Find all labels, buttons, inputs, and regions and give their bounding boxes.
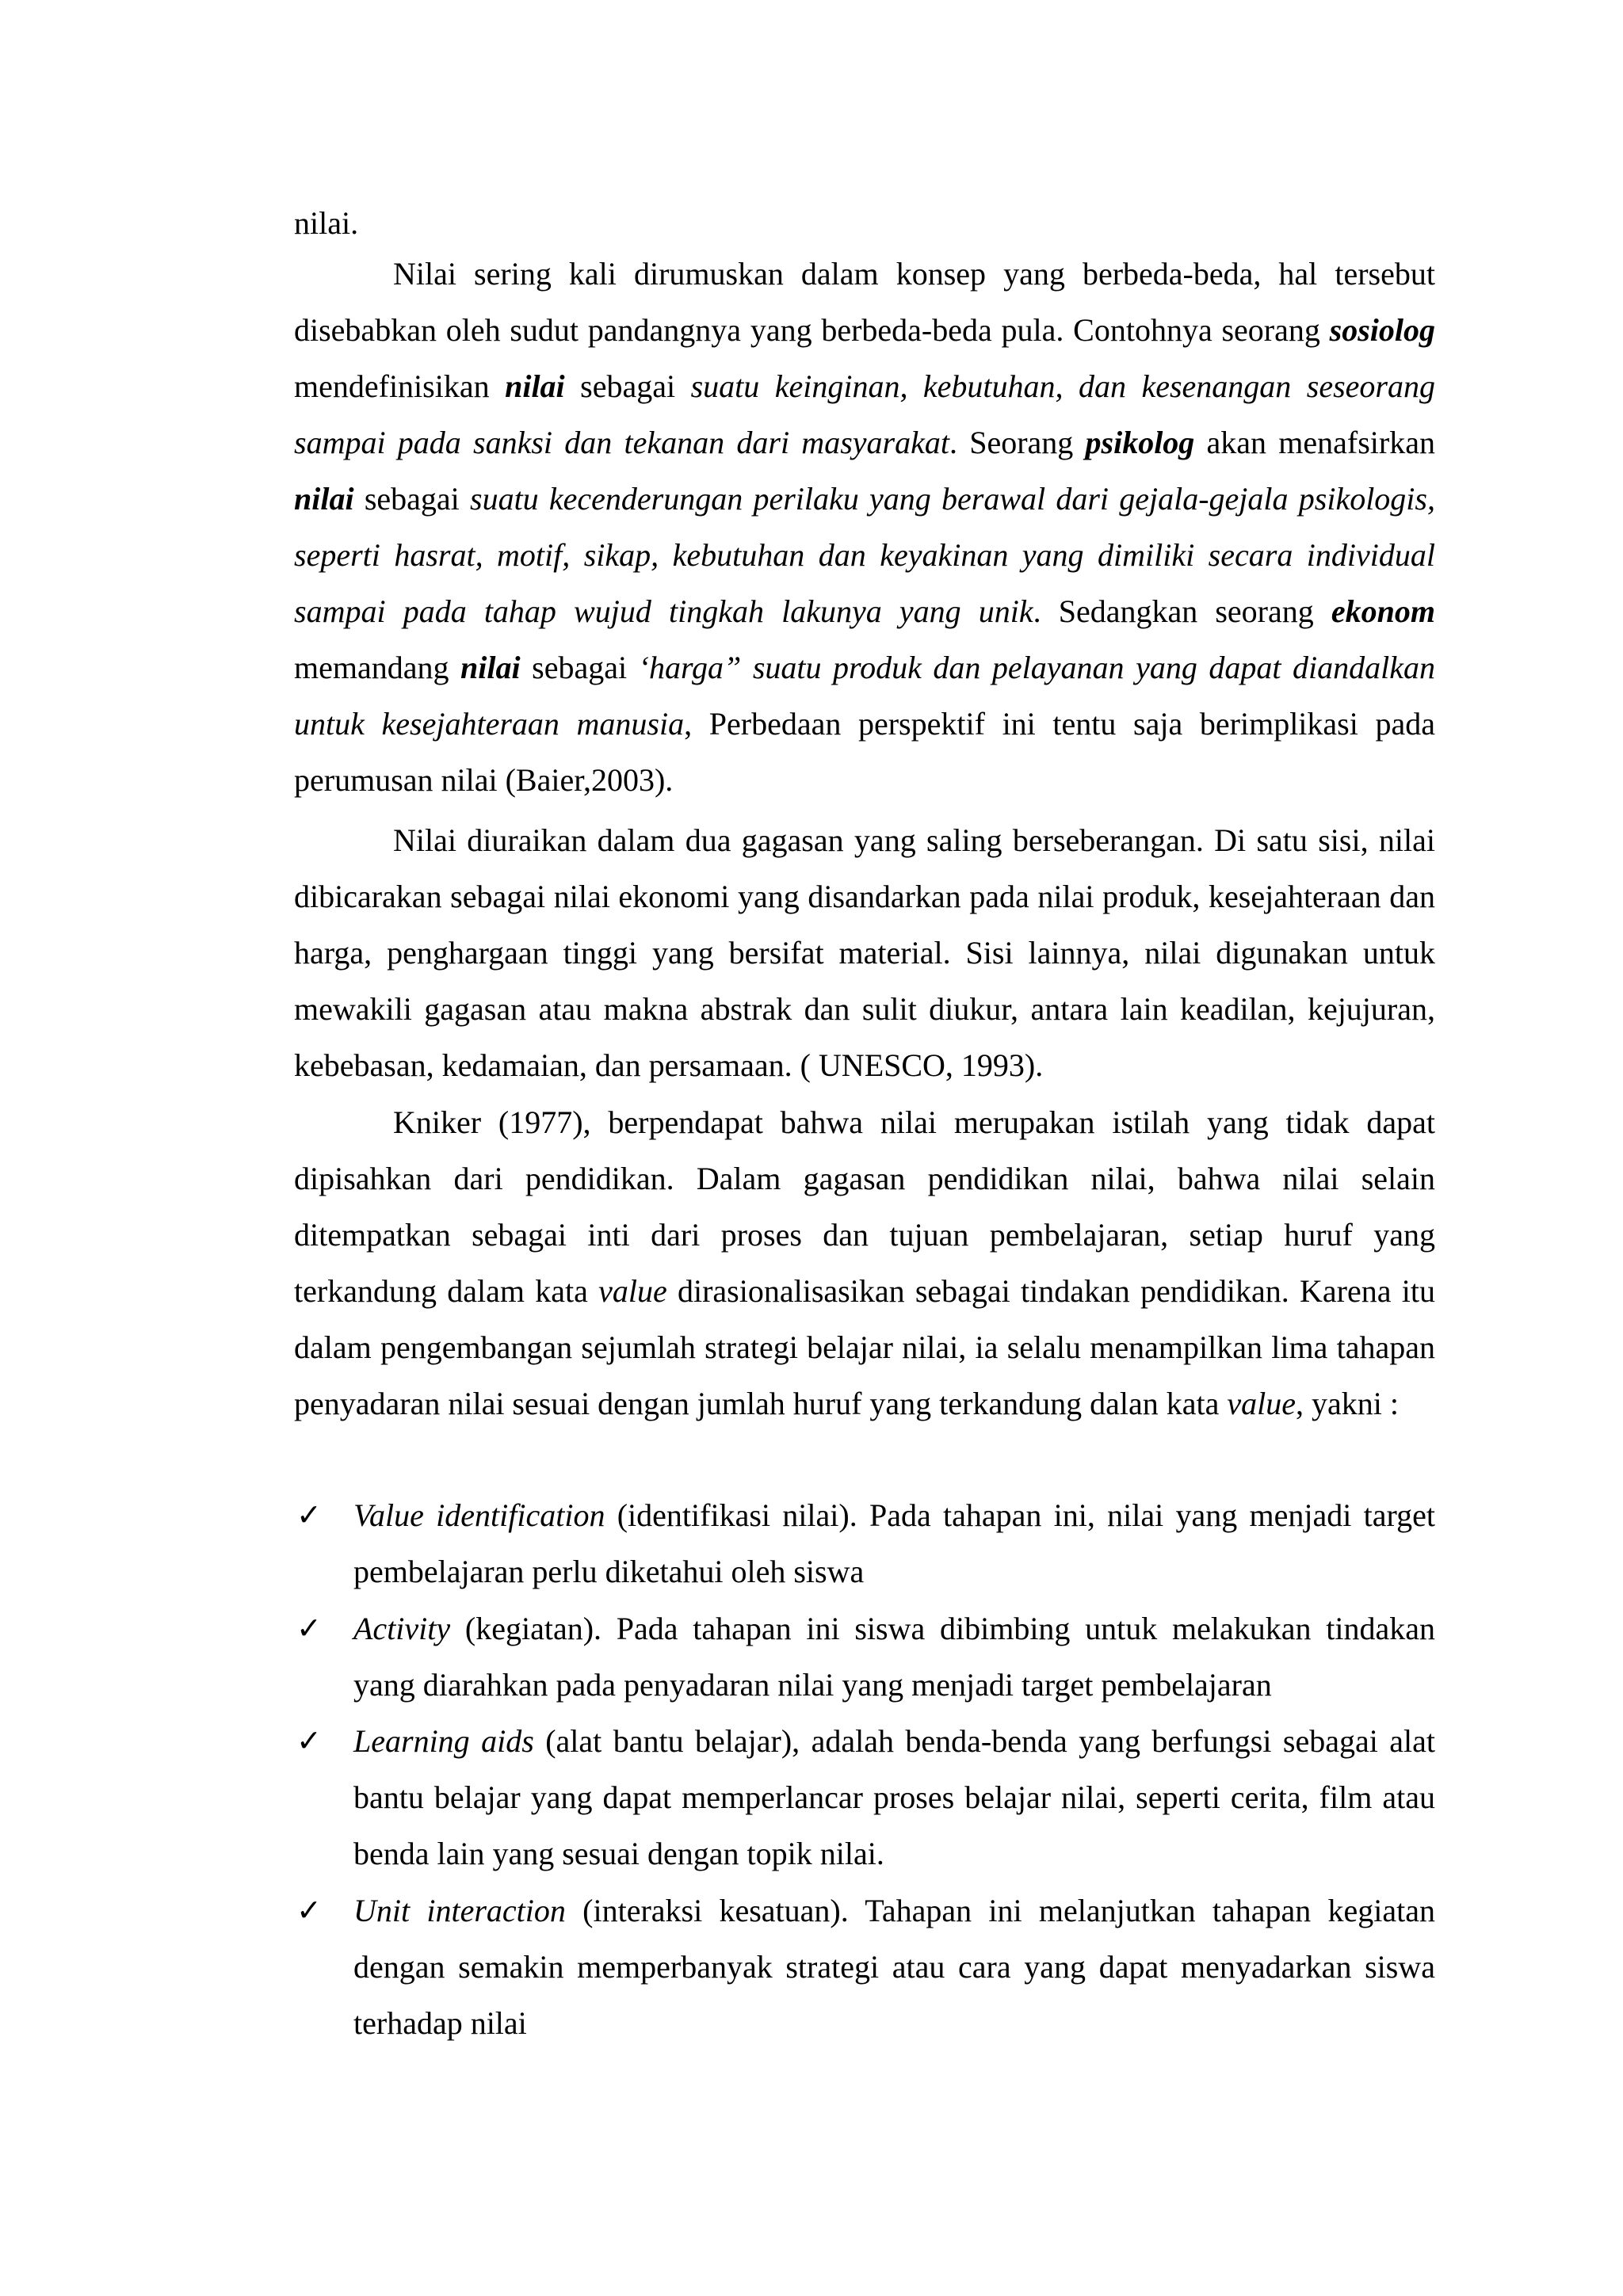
item-term: Learning aids [353,1723,534,1759]
paragraph-two-ideas [294,812,1435,1093]
paragraph-continuation [294,195,1435,251]
item-text: (alat bantu belajar), adalah benda-benda yang berfungsi sebagai alat bantu belajar yang dapat memperlancar proses belajar nilai, seperti cerita, film atau benda lain yang sesuai dengan topik nilai. [353,1723,1435,1871]
checkmark-icon: ✓ [296,1497,322,1532]
text-run: dirasionalisasikan sebagai tindakan pendidikan. Karena itu dalam pengembangan sejumlah strategi belajar nilai, ia selalu menampilkan lima tahapan penyadaran nilai sesuai dengan jumlah huruf yang terkandung dalan kata [294,1273,1435,1421]
list-item-unit-interaction [353,1882,1435,2051]
text-run: sebagai [353,481,470,517]
item-term: Value identification [353,1497,605,1533]
list-item-value-identification [353,1487,1435,1600]
list-item-learning-aids [353,1713,1435,1882]
text-run: memandang [294,650,461,685]
emphasis-nilai: nilai [294,481,354,517]
paragraph-text: Nilai diuraikan dalam dua gagasan yang saling berseberangan. Di satu sisi, nilai dibicarakan sebagai nilai ekonomi yang disandarkan pada nilai produk, kesejahteraan dan harga, penghargaan tinggi yang bersifat material. Sisi lainnya, nilai digunakan untuk mewakili gagasan atau makna abstrak dan sulit diukur, antara lain keadilan, kejujuran, kebebasan, kedamaian, dan persamaan. ( UNESCO, 1993). [294,822,1435,1083]
text-run: . Seorang [949,425,1086,460]
italic-phrase: suatu kecenderungan perilaku yang berawal dari gejala-gejala psikologis, seperti hasrat, motif, sikap, kebutuhan dan keyakinan yang dimiliki secara individual sampai pada tahap wujud tingkah lakunya yang unik [294,481,1435,629]
paragraph-text: nilai. [294,205,359,241]
text-run: akan menafsirkan [1194,425,1435,460]
italic-phrase: ‘harga” suatu produk dan pelayanan yang dapat diandalkan untuk kesejahteraan manusia [294,650,1435,742]
italic-term: value [598,1273,667,1309]
list-item-activity [353,1600,1435,1713]
italic-phrase: suatu keinginan, kebutuhan, dan kesenangan seseorang sampai pada sanksi dan tekanan dari masyarakat [294,368,1435,460]
checkmark-icon: ✓ [296,1611,322,1646]
text-run: mendefinisikan [294,368,506,404]
text-run: sebagai [564,368,691,404]
emphasis-psikolog: psikolog [1085,425,1195,460]
text-run: , yakni : [1296,1386,1399,1421]
text-run: sebagai [520,650,639,685]
emphasis-nilai: nilai [505,368,565,404]
item-term: Activity [353,1611,451,1646]
item-text: (kegiatan). Pada tahapan ini siswa dibimbing untuk melakukan tindakan yang diarahkan pada penyadaran nilai yang menjadi target pembelajaran [353,1611,1435,1703]
item-text: (identifikasi nilai). Pada tahapan ini, nilai yang menjadi target pembelajaran perlu diketahui oleh siswa [353,1497,1436,1589]
emphasis-ekonom: ekonom [1331,593,1436,629]
checkmark-icon: ✓ [296,1723,322,1758]
item-text: (interaksi kesatuan). Tahapan ini melanjutkan tahapan kegiatan dengan semakin memperbanyak strategi atau cara yang dapat menyadarkan siswa terhadap nilai [353,1893,1435,2041]
checkmark-icon: ✓ [296,1893,322,1928]
emphasis-sosiolog: sosiolog [1329,312,1435,348]
emphasis-nilai: nilai [460,650,521,685]
text-run: . Sedangkan seorang [1033,593,1331,629]
text-run: Kniker (1977), berpendapat bahwa nilai merupakan istilah yang tidak dapat dipisahkan dari pendidikan. Dalam gagasan pendidikan nilai, bahwa nilai selain ditempatkan sebagai inti dari proses dan tujuan pembelajaran, setiap huruf yang terkandung dalam kata [294,1104,1435,1309]
text-run: , Perbedaan perspektif ini tentu saja berimplikasi pada perumusan nilai (Baier,2003). [294,706,1436,798]
paragraph-kniker [294,1094,1435,1432]
italic-term: value [1227,1386,1296,1421]
paragraph-value-definitions [294,246,1435,808]
item-term: Unit interaction [353,1893,566,1928]
text-run: Nilai sering kali dirumuskan dalam konsep yang berbeda-beda, hal tersebut disebabkan oleh sudut pandangnya yang berbeda-beda pula. Contohnya seorang [294,256,1435,348]
